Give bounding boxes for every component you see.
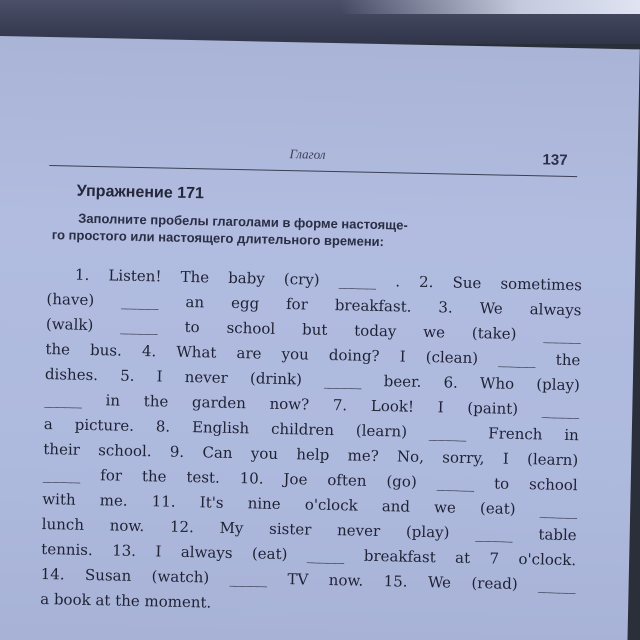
light-reflection <box>340 0 640 14</box>
text-line: lunch now. 12. My sister never (play) _____ table <box>41 514 577 545</box>
text-line: 14. Susan (watch) _____ TV now. 15. We (read) _____ <box>40 564 576 595</box>
text-line: _____ in the garden now? 7. Look! I (paint) _____ <box>44 390 580 420</box>
book-page <box>0 36 640 640</box>
text-line: the bus. 4. What are you doing? I (clean) _____ the <box>45 340 581 370</box>
text-line: dishes. 5. I never (drink) _____ beer. 6. Who (play) <box>44 365 581 395</box>
text-line: 1. Listen! The baby (cry) _____ . 2. Sue sometimes <box>74 265 583 295</box>
text-line: a picture. 8. English children (learn) _____ French in <box>43 415 579 445</box>
text-line: with me. 11. It's nine o'clock and we (eat) _____ <box>42 489 578 520</box>
text-line: (have) _____ an egg for breakfast. 3. We always <box>46 290 582 320</box>
exercise-instruction <box>52 209 573 254</box>
text-line: tennis. 13. I always (eat) _____ breakfast at 7 o'clock. <box>41 539 577 570</box>
instruction-line: го простого или настоящего длительного времени: <box>51 227 385 250</box>
text-line: a book at the moment. <box>40 589 212 612</box>
exercise-text <box>40 262 582 623</box>
text-line: _____ for the test. 10. Joe often (go) _____ to school <box>42 464 578 495</box>
instruction-line: Заполните пробелы глаголами в форме настояще- <box>78 210 408 233</box>
running-head: Глагол <box>289 146 326 162</box>
text-line: (walk) _____ to school but today we (take) _____ <box>45 315 582 345</box>
text-line: their school. 9. Can you help me? No, sorry, I (learn) <box>43 440 579 470</box>
header-rule <box>49 165 577 177</box>
page-number: 137 <box>542 151 568 169</box>
exercise-title: Упражнение 171 <box>76 182 205 203</box>
